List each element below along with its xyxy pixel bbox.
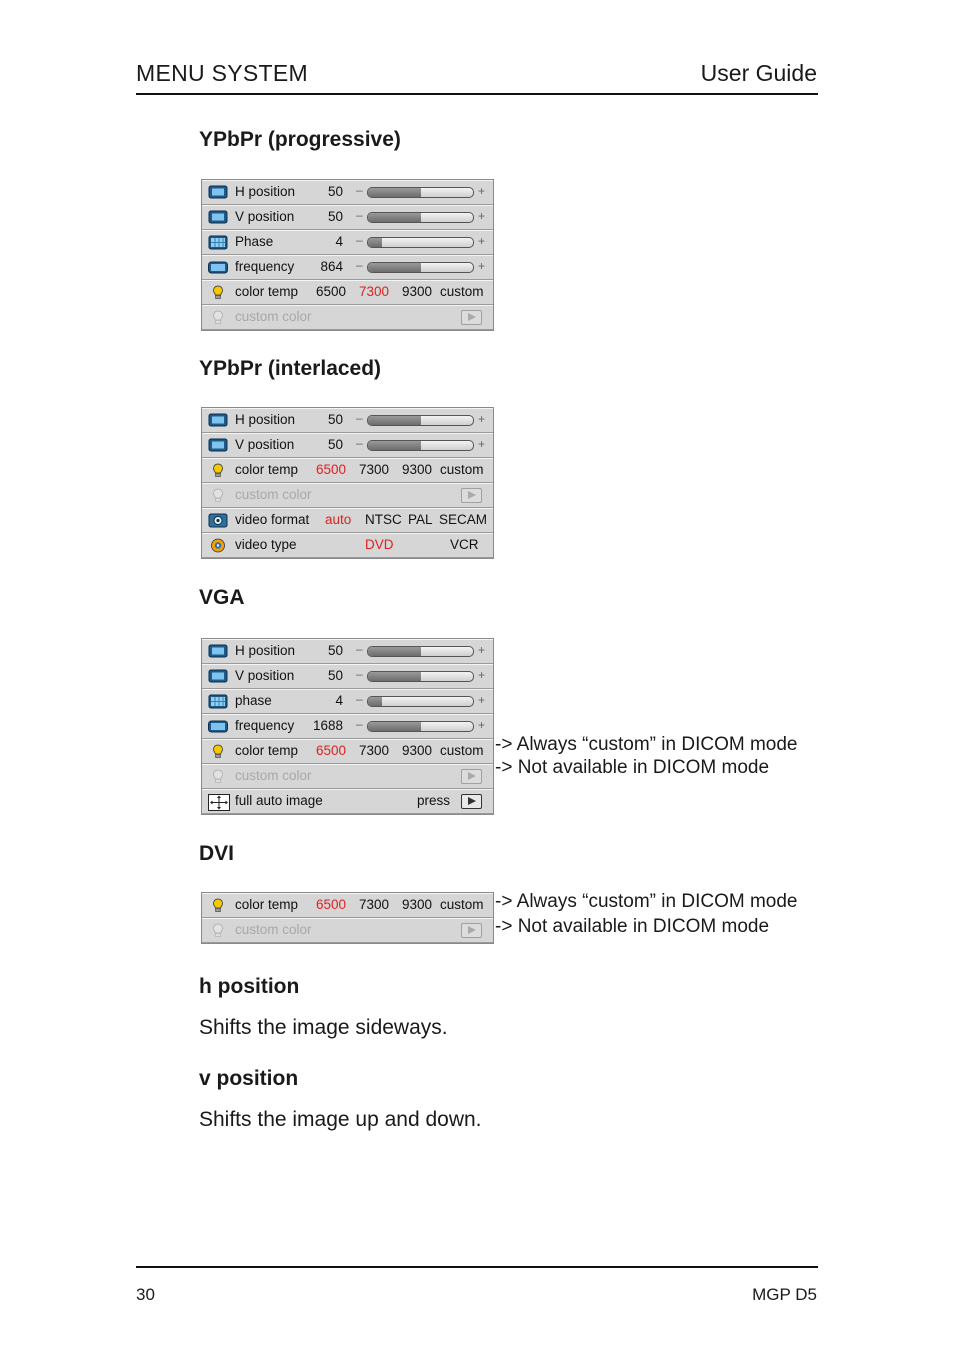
slider-fill	[368, 188, 421, 197]
value-slider[interactable]	[367, 440, 474, 451]
menu-row-label: color temp	[235, 462, 299, 477]
menu-row-h-position[interactable]	[202, 180, 493, 205]
slider-fill	[368, 238, 382, 247]
menu-row-h-position[interactable]	[202, 639, 493, 664]
press-label: press	[416, 793, 450, 808]
menu-row-label: color temp	[235, 743, 299, 758]
plus-icon[interactable]: +	[478, 209, 486, 223]
menu-row-frequency[interactable]	[202, 255, 493, 280]
play-arrow-icon	[461, 488, 482, 503]
option-6500-selected[interactable]: 6500	[316, 897, 347, 912]
menu-row-label: phase	[235, 693, 272, 708]
monitor-icon	[208, 438, 228, 453]
value-slider[interactable]	[367, 721, 474, 732]
footer-rule	[136, 1266, 818, 1268]
play-arrow-icon	[461, 923, 482, 938]
value-slider[interactable]	[367, 262, 474, 273]
menu-progressive	[201, 179, 494, 331]
crosshair-move-icon	[208, 794, 228, 809]
dvi-note-always-custom: -> Always “custom” in DICOM mode	[495, 891, 798, 912]
menu-row-phase[interactable]	[202, 230, 493, 255]
menu-row-value: 50	[327, 412, 343, 427]
minus-icon[interactable]: –	[356, 642, 363, 656]
menu-row-value: 4	[335, 234, 343, 249]
menu-row-label: H position	[235, 643, 296, 658]
hposition-heading: h position	[199, 975, 300, 998]
menu-row-phase[interactable]	[202, 689, 493, 714]
monitor-icon	[208, 669, 228, 684]
header-left: MENU SYSTEM	[136, 60, 308, 86]
slider-fill	[368, 697, 382, 706]
menu-row-color-temp[interactable]	[202, 280, 493, 305]
menu-row-label: color temp	[235, 897, 299, 912]
option-custom[interactable]: custom	[440, 743, 484, 758]
option-ntsc[interactable]: NTSC	[365, 512, 402, 527]
play-arrow-icon	[461, 310, 482, 325]
menu-row-label: frequency	[235, 718, 295, 733]
monitor-icon	[208, 210, 228, 225]
light-bulb-icon	[208, 488, 228, 503]
menu-row-label: custom color	[235, 768, 312, 783]
menu-row-value: 50	[327, 184, 343, 199]
menu-row-video-type[interactable]	[202, 533, 493, 558]
light-bulb-icon	[208, 923, 228, 938]
option-6500-selected[interactable]: 6500	[316, 743, 347, 758]
vposition-heading: v position	[199, 1067, 299, 1090]
menu-row-full-auto-image[interactable]	[202, 789, 493, 814]
slider-fill	[368, 672, 421, 681]
minus-icon[interactable]: –	[356, 233, 363, 247]
dvi-note-not-available: -> Not available in DICOM mode	[495, 916, 770, 937]
menu-row-video-format[interactable]	[202, 508, 493, 533]
option-custom[interactable]: custom	[440, 897, 484, 912]
vga-note-not-available: -> Not available in DICOM mode	[495, 757, 770, 778]
phase-grid-icon	[208, 694, 228, 709]
minus-icon[interactable]: –	[356, 208, 363, 222]
section-title-progressive: YPbPr (progressive)	[199, 128, 401, 151]
option-6500[interactable]: 6500	[316, 284, 347, 299]
phase-grid-icon	[208, 235, 228, 250]
section-title-vga: VGA	[199, 586, 245, 609]
slider-fill	[368, 263, 421, 272]
plus-icon[interactable]: +	[478, 184, 486, 198]
menu-row-value: 1688	[312, 718, 343, 733]
menu-row-label: color temp	[235, 284, 299, 299]
option-7300[interactable]: 7300	[359, 462, 390, 477]
hposition-text: Shifts the image sideways.	[199, 1016, 448, 1039]
option-9300[interactable]: 9300	[402, 897, 433, 912]
product-name: MGP D5	[752, 1285, 817, 1304]
value-slider[interactable]	[367, 671, 474, 682]
menu-row-v-position[interactable]	[202, 205, 493, 230]
monitor-icon	[208, 260, 228, 275]
menu-row-custom-color	[202, 764, 493, 789]
slider-fill	[368, 441, 421, 450]
plus-icon[interactable]: +	[478, 643, 486, 657]
play-arrow-icon[interactable]	[461, 794, 482, 809]
menu-row-label: custom color	[235, 487, 312, 502]
monitor-icon	[208, 644, 228, 659]
menu-row-label: video type	[235, 537, 297, 552]
menu-row-label: custom color	[235, 922, 312, 937]
slider-fill	[368, 416, 421, 425]
minus-icon[interactable]: –	[356, 258, 363, 272]
menu-row-color-temp[interactable]	[202, 458, 493, 483]
minus-icon[interactable]: –	[356, 411, 363, 425]
minus-icon[interactable]: –	[356, 667, 363, 681]
plus-icon[interactable]: +	[478, 718, 486, 732]
value-slider[interactable]	[367, 187, 474, 198]
menu-row-custom-color	[202, 918, 493, 943]
option-9300[interactable]: 9300	[402, 743, 433, 758]
video-format-icon	[208, 513, 228, 528]
monitor-icon	[208, 719, 228, 734]
header-rule	[136, 93, 818, 95]
section-title-interlaced: YPbPr (interlaced)	[199, 357, 382, 380]
monitor-icon	[208, 185, 228, 200]
monitor-icon	[208, 413, 228, 428]
option-6500-selected[interactable]: 6500	[316, 462, 347, 477]
menu-row-label: frequency	[235, 259, 295, 274]
plus-icon[interactable]: +	[478, 412, 486, 426]
value-slider[interactable]	[367, 696, 474, 707]
plus-icon[interactable]: +	[478, 259, 486, 273]
menu-row-custom-color	[202, 483, 493, 508]
value-slider[interactable]	[367, 212, 474, 223]
menu-row-value: 864	[320, 259, 343, 274]
menu-row-label: full auto image	[235, 793, 323, 808]
menu-row-label: V position	[235, 437, 295, 452]
plus-icon[interactable]: +	[478, 693, 486, 707]
menu-interlaced	[201, 407, 494, 559]
menu-row-frequency[interactable]	[202, 714, 493, 739]
option-custom[interactable]: custom	[440, 462, 484, 477]
menu-row-label: video format	[235, 512, 310, 527]
option-vcr[interactable]: VCR	[450, 537, 479, 552]
option-pal[interactable]: PAL	[408, 512, 433, 527]
light-bulb-icon	[208, 769, 228, 784]
menu-row-label: H position	[235, 412, 296, 427]
vga-note-always-custom: -> Always “custom” in DICOM mode	[495, 734, 798, 755]
light-bulb-icon	[208, 898, 228, 913]
value-slider[interactable]	[367, 646, 474, 657]
plus-icon[interactable]: +	[478, 437, 486, 451]
menu-row-label: Phase	[235, 234, 274, 249]
menu-row-color-temp[interactable]	[202, 893, 493, 918]
option-9300[interactable]: 9300	[402, 284, 433, 299]
light-bulb-icon	[208, 285, 228, 300]
option-secam[interactable]: SECAM	[439, 512, 488, 527]
option-dvd-selected[interactable]: DVD	[365, 537, 394, 552]
menu-row-label: custom color	[235, 309, 312, 324]
menu-row-value: 50	[327, 668, 343, 683]
menu-row-value: 50	[327, 209, 343, 224]
menu-row-value: 50	[327, 643, 343, 658]
option-7300[interactable]: 7300	[359, 743, 390, 758]
menu-row-v-position[interactable]	[202, 433, 493, 458]
value-slider[interactable]	[367, 415, 474, 426]
plus-icon[interactable]: +	[478, 234, 486, 248]
menu-vga	[201, 638, 494, 815]
minus-icon[interactable]: –	[356, 692, 363, 706]
menu-row-label: V position	[235, 668, 295, 683]
menu-row-h-position[interactable]	[202, 408, 493, 433]
section-title-dvi: DVI	[199, 842, 235, 865]
option-9300[interactable]: 9300	[402, 462, 433, 477]
menu-row-color-temp[interactable]	[202, 739, 493, 764]
option-7300[interactable]: 7300	[359, 897, 390, 912]
menu-row-label: H position	[235, 184, 296, 199]
menu-row-value: 4	[335, 693, 343, 708]
option-custom[interactable]: custom	[440, 284, 484, 299]
minus-icon[interactable]: –	[356, 436, 363, 450]
minus-icon[interactable]: –	[356, 183, 363, 197]
light-bulb-icon	[208, 744, 228, 759]
page-number: 30	[136, 1285, 155, 1304]
video-disc-icon	[208, 538, 228, 553]
menu-row-v-position[interactable]	[202, 664, 493, 689]
menu-row-custom-color	[202, 305, 493, 330]
slider-fill	[368, 722, 421, 731]
option-auto-selected[interactable]: auto	[325, 512, 352, 527]
light-bulb-icon	[208, 310, 228, 325]
play-arrow-icon	[461, 769, 482, 784]
menu-row-label: V position	[235, 209, 295, 224]
minus-icon[interactable]: –	[356, 717, 363, 731]
plus-icon[interactable]: +	[478, 668, 486, 682]
slider-fill	[368, 213, 421, 222]
menu-dvi	[201, 892, 494, 944]
option-7300-selected[interactable]: 7300	[359, 284, 390, 299]
vposition-text: Shifts the image up and down.	[199, 1108, 482, 1131]
value-slider[interactable]	[367, 237, 474, 248]
slider-fill	[368, 647, 421, 656]
menu-row-value: 50	[327, 437, 343, 452]
header-right: User Guide	[700, 60, 817, 86]
light-bulb-icon	[208, 463, 228, 478]
